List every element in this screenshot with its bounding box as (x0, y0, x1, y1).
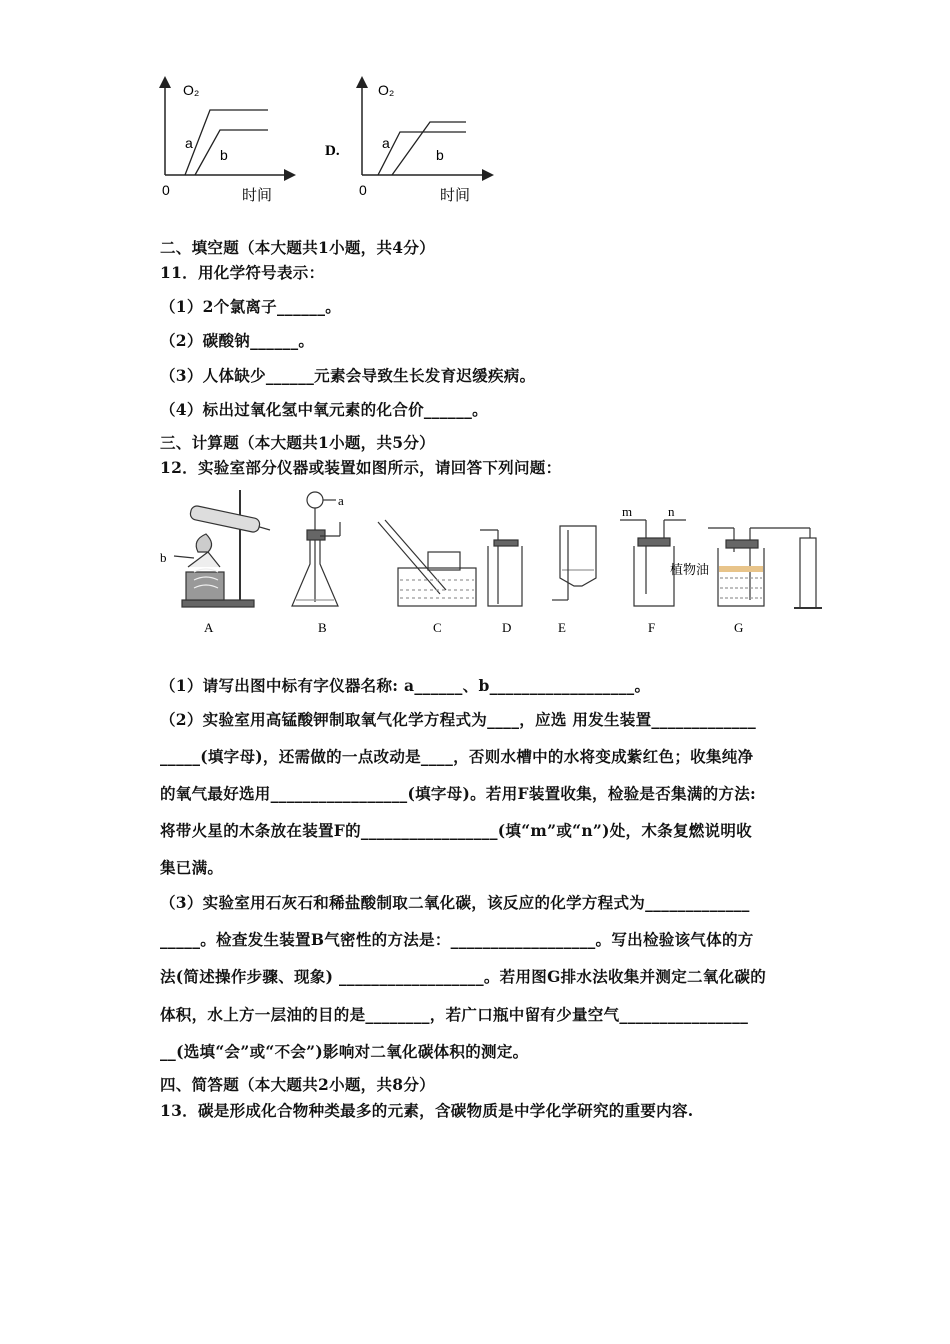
apparatus-svg (150, 482, 840, 642)
apparatus-letter-c: C (433, 620, 442, 635)
apparatus-c (378, 520, 476, 606)
q12-line-9: 法(简述操作步骤、现象) __________________。若用图G排水法收集并测定二氧化碳的 (160, 967, 767, 986)
graphs-region (150, 70, 510, 210)
label-b: b (160, 550, 167, 565)
q11-item-2: （2）碳酸钠______。 (160, 331, 315, 350)
graph-c-x-label: 时间 (242, 187, 273, 204)
q12-line-6: 集已满。 (160, 858, 224, 877)
question-13: 13．碳是形成化合物种类最多的元素，含碳物质是中学化学研究的重要内容. (160, 1101, 694, 1120)
graph-d-x-label: 时间 (440, 187, 471, 204)
q12-line-10: 体积，水上方一层油的目的是________，若广口瓶中留有少量空气________________ (160, 1005, 749, 1024)
apparatus-letter-a: A (204, 620, 214, 635)
graph-c-a-label: a (185, 135, 193, 151)
graph-c-y-label: O₂ (183, 82, 200, 98)
section2-heading: 二、填空题（本大题共1小题，共4分） (160, 238, 435, 257)
q12-line-1: （1）请写出图中标有字仪器名称: a______、b__________________。 (160, 676, 651, 695)
graph-d-line-b (392, 122, 466, 175)
option-d-label: D. (325, 143, 340, 159)
q12-line-7: （3）实验室用石灰石和稀盐酸制取二氧化碳，该反应的化学方程式为_____________ (160, 893, 750, 912)
apparatus-figure (150, 482, 840, 642)
apparatus-letter-f: F (648, 620, 656, 635)
apparatus-g (708, 528, 822, 608)
q12-line-5: 将带火星的木条放在装置F的_________________(填“m”或“n”)处，木条复燃说明收 (160, 821, 752, 840)
graph-d-y-label: O₂ (378, 82, 395, 98)
graphs-svg (150, 70, 510, 210)
label-m: m (622, 504, 633, 519)
graph-d-b-label: b (436, 147, 444, 163)
q12-line-8: _____。检查发生装置B气密性的方法是：__________________。写出检验该气体的方 (160, 930, 754, 949)
graph-c-origin: 0 (162, 182, 170, 198)
q12-line-3: _____(填字母)，还需做的一点改动是____，否则水槽中的水将变成紫红色；收集纯净 (160, 747, 754, 766)
apparatus-letter-d: D (502, 620, 512, 635)
graph-c-line-a (185, 110, 268, 175)
graph-d (359, 82, 488, 204)
question-12: 12．实验室部分仪器或装置如图所示，请回答下列问题： (160, 458, 562, 477)
q12-line-11: __(选填“会”或“不会”)影响对二氧化碳体积的测定。 (160, 1042, 529, 1061)
apparatus-e (552, 526, 596, 600)
apparatus-b (292, 492, 340, 606)
apparatus-letter-e: E (558, 620, 566, 635)
graph-d-a-label: a (382, 135, 390, 151)
q12-line-2: （2）实验室用高锰酸钾制取氧气化学方程式为____，应选 用发生装置_____________ (160, 710, 757, 729)
question-11: 11．用化学符号表示： (160, 263, 325, 282)
q12-line-4: 的氧气最好选用_________________(填字母)。若用F装置收集，检验是否集满的方法: (160, 784, 757, 803)
label-oil: 植物油 (670, 563, 710, 578)
graph-d-line-a (378, 132, 466, 175)
label-a: a (338, 493, 344, 508)
graph-c-b-label: b (220, 147, 228, 163)
graph-d-origin: 0 (359, 182, 367, 198)
graph-c (162, 82, 290, 204)
graph-c-line-b (195, 130, 268, 175)
apparatus-d (480, 530, 522, 606)
apparatus-letter-g: G (734, 620, 744, 635)
apparatus-letter-b: B (318, 620, 327, 635)
section4-heading: 四、简答题（本大题共2小题，共8分） (160, 1075, 435, 1094)
section3-heading: 三、计算题（本大题共1小题，共5分） (160, 433, 435, 452)
q11-item-4: （4）标出过氧化氢中氧元素的化合价______。 (160, 400, 488, 419)
label-n: n (668, 504, 675, 519)
q11-item-3: （3）人体缺少______元素会导致生长发育迟缓疾病。 (160, 366, 536, 385)
apparatus-a (174, 490, 270, 607)
q11-item-1: （1）2个氯离子______。 (160, 297, 342, 316)
